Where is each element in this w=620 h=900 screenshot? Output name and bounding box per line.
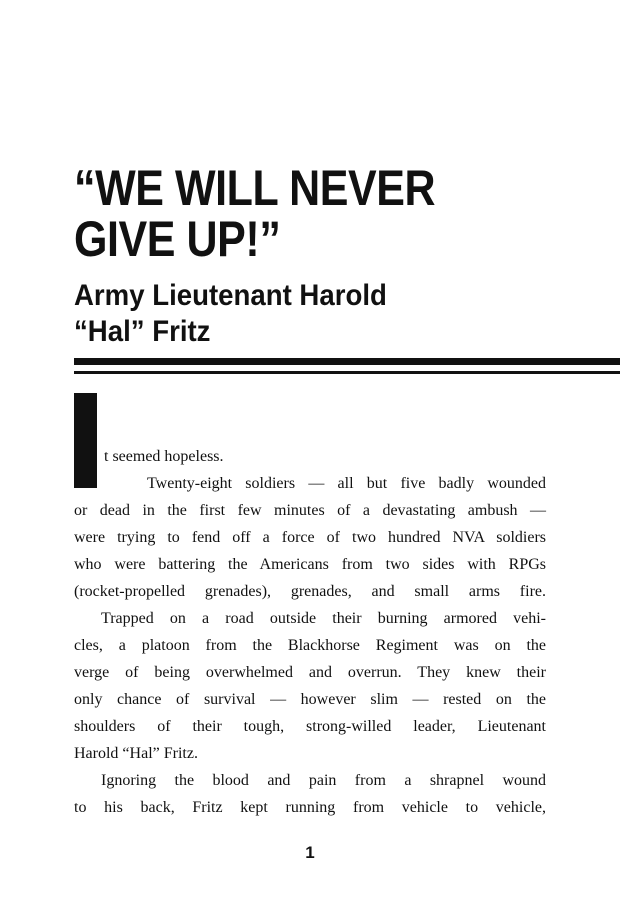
body-line: Harold “Hal” Fritz. (74, 745, 198, 762)
body-line: cles, a platoon from the Blackhorse Regiment was on the (74, 637, 546, 654)
body-line: to his back, Fritz kept running from vehicle to vehicle, (74, 799, 546, 816)
body-line: t seemed hopeless. (104, 448, 224, 465)
body-line: who were battering the Americans from two sides with RPGs (74, 556, 546, 573)
chapter-title-line-2: GIVE UP!” (74, 211, 281, 267)
chapter-subtitle (74, 278, 506, 350)
body-line: Trapped on a road outside their burning armored vehi- (101, 610, 546, 627)
chapter-title (74, 160, 478, 267)
page-number: 1 (305, 843, 315, 862)
title-rule-thick (74, 358, 620, 365)
subtitle-line-2: “Hal” Fritz (74, 315, 211, 348)
body-line: Ignoring the blood and pain from a shrapnel wound (101, 772, 546, 789)
body-line: verge of being overwhelmed and overrun. They knew their (74, 664, 546, 681)
body-text (74, 443, 546, 821)
subtitle-line-1: Army Lieutenant Harold (74, 279, 387, 312)
body-line: (rocket-propelled grenades), grenades, and small arms fire. (74, 583, 546, 600)
chapter-title-line-1: “WE WILL NEVER (74, 160, 436, 216)
body-line: were trying to fend off a force of two hundred NVA soldiers (74, 529, 546, 546)
body-line: Twenty-eight soldiers — all but five badly wounded (147, 475, 546, 492)
body-line: or dead in the first few minutes of a devastating ambush — (74, 502, 546, 519)
body-line: only chance of survival — however slim — rested on the (74, 691, 546, 708)
body-line: shoulders of their tough, strong-willed leader, Lieutenant (74, 718, 546, 735)
title-rule-thin (74, 371, 620, 374)
